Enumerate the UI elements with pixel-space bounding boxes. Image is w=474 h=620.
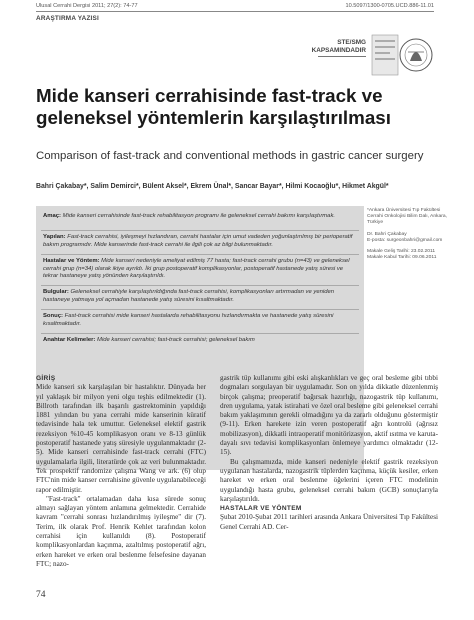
affiliation: *Ankara Üniversitesi Tıp Fakültesi Cerrahi Onkolojisi Bilim Dalı, Ankara, Türkiye (367, 208, 447, 226)
sonuc-text: Fast-track cerrahisi mide kanseri hastalarda rehabilitasyonu hızlandırmakta ve hastanede yatış süresini kısaltmaktadır. (43, 313, 334, 327)
abstract-divider (41, 285, 359, 286)
paragraph: Mide kanseri sık karşılaşılan bir hastalıktır. Dünyada her yıl yaklaşık bir milyon yeni olgu teşhis edilmektedir (1). Billroth tarafından ilk başarılı gastrektominin yapıldığı 1881 yılından bu yana cerrahi mide kanserinin küratif tedavisinde hala tek umuttur. Geleneksel elektif gastrik rezeksiyon %10-45 komplikasyon oranı ve 8-13 günlük postoperatif hastanede yatış süresiyle uygulanmaktadır (2-5). Mide kanseri cerrahisinde fast-track cerrahi (FTC) uygulamalarla ilgili, literatürde çok az veri bulunmaktadır. Tek prospektif randomize çalışma Wang ve ark. (6) olup FTC'nin mide kanser cerrahisine güvenle uygulanabileceği rapor edilmiştir. (36, 383, 206, 494)
abstract-amac (43, 213, 355, 221)
amac-text: Mide kanseri cerrahisinde fast-track rehabilitasyon programı ile geleneksel cerrahi bakımı karşılaştırmak. (62, 213, 336, 219)
bulgular-text: Geleneksel cerrahiyle karşılaştırıldığında fast-track cerrahisi, komplikasyonları artırmadan ve yeniden hastaneye yatmaya yol açmadan hastanede yatış süresini kısaltmaktadır. (43, 289, 335, 303)
ste-line1: STE/SMG (337, 39, 366, 46)
paragraph: "Fast-track" ortalamadan daha kısa sürede sonuç almayı sağlayan yöntem anlamına gelmektedir. Cerrahide kavram "cerrahi sonrası hızlandırılmış iyileşme" dir (7). Terim, ilk olarak Prof. Henrik Kehlet tarafından kolon cerrahisi için kullanıldı (8). Postoperatif komplikasyonlardan kaçınma, azaltılmış postoperatif ağrı, erken hareket ve erken oral beslenme felsefesine dayanan FTC; nazo- (36, 494, 206, 568)
keywords-text: Mide kanseri cerrahisi; fast-track cerrahisi; geleneksel bakım (97, 337, 255, 343)
yapilan-label: Yapılan: (43, 234, 66, 240)
keywords-label: Anahtar Kelimeler: (43, 337, 96, 343)
article-subtitle: Comparison of fast-track and conventional methods in gastric cancer surgery (36, 150, 424, 162)
section-label: ARAŞTIRMA YAZISI (36, 15, 99, 22)
header-rule (36, 11, 434, 12)
sonuc-label: Sonuç: (43, 313, 63, 319)
contact-email: E-posta: surgeonbahri@gmail.com (367, 237, 443, 243)
paragraph: Şubat 2010-Şubat 2011 tarihleri arasında Ankara Üniversitesi Tıp Fakültesi Genel Cerrahi AD. Cer- (220, 513, 438, 531)
doi: 10.5097/1300-0705.UCD.886-11.01 (345, 3, 434, 9)
abstract-divider (41, 254, 359, 255)
dates (367, 249, 447, 261)
paragraph: Bu çalışmamızda, mide kanseri nedeniyle elektif gastrik rezeksiyon uygulanan hastalarda, nazogastrik tüplerden kaçınma, küçük kesiler, erken hareket ve erken oral beslenme öğelerini içeren FTC modelinin uygulandığı hasta grubu, geleneksel cerrahi bakım (GCB) sonuçlarıyla karşılaştırıldı. (220, 457, 438, 503)
received-date: Makale Geliş Tarihi: 23.02.2011 (367, 249, 436, 255)
body-column-left (36, 374, 206, 569)
giris-heading: GİRİŞ (36, 375, 56, 382)
ste-line2: KAPSAMINDADIR (311, 46, 366, 54)
hastalar-label: Hastalar ve Yöntem: (43, 258, 100, 264)
accepted-date: Makale Kabul Tarihi: 09.06.2011 (367, 255, 437, 261)
journal-logo (370, 31, 434, 79)
journal-citation: Ulusal Cerrahi Dergisi 2011; 27(2): 74-77 (36, 3, 138, 9)
ste-rule (318, 56, 366, 57)
ste-badge (300, 39, 366, 54)
abstract-bulgular (43, 289, 355, 304)
hastalar-heading: HASTALAR VE YÖNTEM (220, 505, 302, 513)
body-column-right (220, 374, 438, 532)
contact-name: Dr. Bahri Çakabay (367, 231, 407, 237)
abstract-sonuc (43, 313, 355, 328)
yapilan-text: Fast-track cerrahisi, iyileşmeyi hızlandıran, cerrahi hastalar için umut vadeden yoğunlaştırılmış bir perioperatif bakım programıdır. Mide kanserinde fast-track cerrahi ile ilgili çok az bilgi bulunmaktadır. (43, 234, 353, 248)
bulgular-label: Bulgular: (43, 289, 69, 295)
abstract-hastalar (43, 258, 355, 281)
page-number: 74 (36, 590, 46, 600)
paragraph: gastrik tüp kullanımı gibi eski alışkanlıkları ve geç oral besleme gibi tıbbi dogmaları sorgulayan bir uygulamadır. Son on yılda dikkatle düzenlenmiş birçok çalışma; preoperatif bağırsak hazırlığı, nazogastrik tüp kullanımı, dren uygulama, yatak istirahati ve özel oral besleme gibi geleneksel cerrahi bakım yaklaşımının gerekli olmadığını ya da zararlı olduğunu göstermiştir (9-11). Erken harekete izin veren postoperatif ağrı kontrolü (ağrısız mobilizasyon), dikkatli intraoperatif monitörizasyon, aktif ısıtma ve karuta-dayalı sıvı tedavisi komplikasyonları önlemeye yardımcı olmaktadır (12-15). (220, 374, 438, 457)
hastalar-text: Mide kanseri nedeniyle ameliyat edilmiş 77 hasta; fast-track cerrahi grubu (n=43) ve geleneksel cerrahi grup (n=34) olarak ikiye ayrıldı. İki grup postoperatif komplikasyonlar, postoperatif hastanede yatış süresi ve tekrar hastaneye yatış yönünden karşılaştırıldı. (43, 258, 350, 280)
article-title: Mide kanseri cerrahisinde fast-track ve geleneksel yöntemlerin karşılaştırılması (36, 85, 391, 128)
abstract-yapilan (43, 234, 355, 249)
amac-label: Amaç: (43, 213, 62, 219)
abstract-divider (41, 309, 359, 310)
abstract-divider (41, 230, 359, 231)
abstract-keywords (43, 337, 355, 345)
abstract-divider (41, 333, 359, 334)
correspondence (367, 232, 447, 244)
article-sidebar (367, 208, 447, 266)
author-list: Bahri Çakabay*, Salim Demirci*, Bülent Aksel*, Ekrem Ünal*, Sancar Bayar*, Hilmi Kocaoğlu*, Hikmet Akgül* (36, 183, 389, 190)
